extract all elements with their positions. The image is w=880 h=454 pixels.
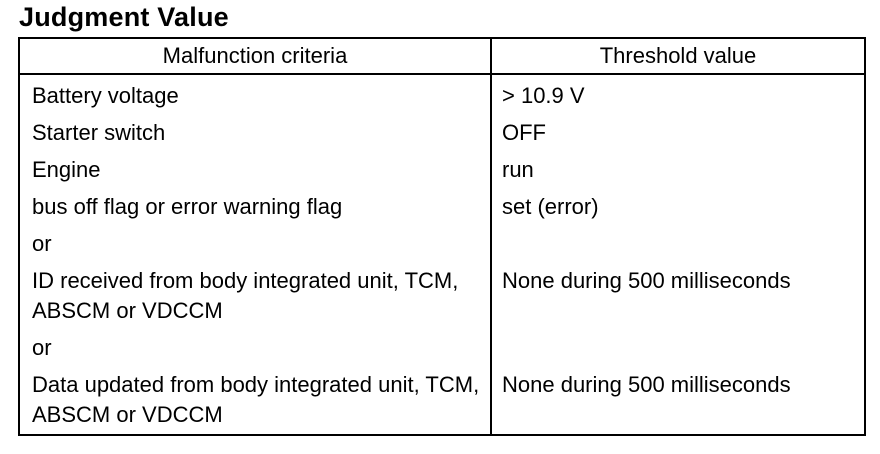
criteria-cell: Starter switch	[32, 120, 166, 145]
column-header-criteria: Malfunction criteria	[19, 38, 491, 74]
judgment-value-table	[18, 37, 866, 436]
threshold-cell	[491, 225, 865, 262]
criteria-cell: bus off flag or error warning flag	[32, 194, 343, 219]
page-title: Judgment Value	[19, 2, 229, 32]
column-header-threshold: Threshold value	[491, 38, 865, 74]
criteria-cell: Engine	[32, 157, 101, 182]
table-row	[19, 225, 865, 262]
threshold-cell: run	[491, 151, 865, 188]
table-row	[19, 114, 865, 151]
criteria-cell: Data updated from body integrated unit, TCM, ABSCM or VDCCM	[32, 372, 480, 427]
threshold-cell: None during 500 milliseconds	[491, 262, 865, 329]
threshold-cell: set (error)	[491, 188, 865, 225]
criteria-cell: ID received from body integrated unit, TCM, ABSCM or VDCCM	[32, 268, 459, 323]
criteria-cell: or	[32, 231, 52, 256]
table-row	[19, 262, 865, 329]
criteria-cell: Battery voltage	[32, 83, 179, 108]
threshold-cell: None during 500 milliseconds	[491, 366, 865, 435]
table-row	[19, 366, 865, 435]
table-row	[19, 151, 865, 188]
table-row	[19, 329, 865, 366]
table-header-row	[19, 38, 865, 74]
threshold-cell: > 10.9 V	[491, 74, 865, 114]
threshold-cell	[491, 329, 865, 366]
threshold-cell: OFF	[491, 114, 865, 151]
table-row	[19, 188, 865, 225]
table-row	[19, 74, 865, 114]
criteria-cell: or	[32, 335, 52, 360]
